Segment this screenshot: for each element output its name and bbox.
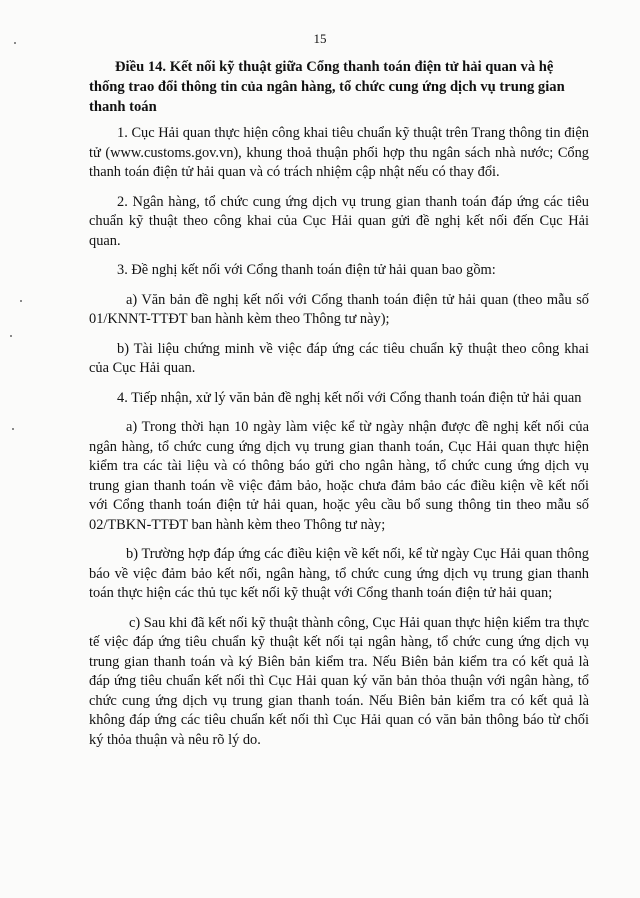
paragraph-3: 3. Đề nghị kết nối với Cổng thanh toán điện tử hải quan bao gồm:: [117, 262, 496, 278]
page-number: 15: [313, 31, 327, 46]
scan-speck: [14, 42, 16, 44]
paragraph-3a: a) Văn bản đề nghị kết nối với Cổng thanh toán điện tử hải quan (theo mẫu số 01/KNNT-TTĐT ban hành kèm theo Thông tư này);: [89, 291, 589, 327]
paragraph-4b: b) Trường hợp đáp ứng các điều kiện về kết nối, kể từ ngày Cục Hải quan thông báo về việc đảm bảo kết nối, ngân hàng, tổ chức cung ứng dịch vụ trung gian thanh toán thực hiện các thủ tục kết nối kỹ thuật với Cổng thanh toán điện tử hải quan;: [89, 546, 589, 601]
scan-speck: [12, 428, 14, 430]
scan-speck: [20, 300, 22, 302]
paragraph-4c: c) Sau khi đã kết nối kỹ thuật thành công, Cục Hải quan thực hiện kiểm tra thực tế việc đáp ứng tiêu chuẩn kỹ thuật kết nối tại ngân hàng, tổ chức cung ứng dịch vụ trung gian thanh toán và ký Biên bản kiểm tra. Nếu Biên bản kiểm tra có kết quả là đáp ứng tiêu chuẩn kết nối thì Cục Hải quan ký văn bản thỏa thuận với ngân hàng, tổ chức cung ứng dịch vụ trung gian thanh toán. Nếu Biên bản kiểm tra có kết quả là không đáp ứng các tiêu chuẩn kết nối thì Cục Hải quan có văn bản thông báo từ chối ký thỏa thuận và nêu rõ lý do.: [89, 614, 589, 748]
paragraph-2: 2. Ngân hàng, tổ chức cung ứng dịch vụ trung gian thanh toán đáp ứng các tiêu chuẩn kỹ thuật theo công khai của Cục Hải quan gửi đề nghị kết nối đến Cục Hải quan.: [89, 193, 589, 249]
paragraph-4a: a) Trong thời hạn 10 ngày làm việc kể từ ngày nhận được đề nghị kết nối của ngân hàng, tổ chức cung ứng dịch vụ trung gian thanh toán, Cục Hải quan thực hiện kiểm tra các tài liệu và có thông báo gửi cho ngân hàng, tổ chức cung ứng dịch vụ trung gian thanh toán về việc đảm bảo, hoặc chưa đảm bảo các điều kiện về kết nối với Cổng thanh toán điện tử hải quan, hoặc yêu cầu bổ sung thông tin theo mẫu số 02/TBKN-TTĐT ban hành kèm theo Thông tư này;: [89, 419, 589, 533]
scan-speck: [10, 335, 12, 337]
document-body: [89, 124, 589, 760]
article-title: Điều 14. Kết nối kỹ thuật giữa Cổng thanh toán điện tử hải quan và hệ thống trao đổi thông tin của ngân hàng, tổ chức cung ứng dịch vụ trung gian thanh toán: [89, 59, 565, 115]
paragraph-1: 1. Cục Hải quan thực hiện công khai tiêu chuẩn kỹ thuật trên Trang thông tin điện tử (www.customs.gov.vn), khung thoả thuận phối hợp thu ngân sách nhà nước; Cổng thanh toán điện tử hải quan và có trách nhiệm cập nhật nếu có thay đổi.: [89, 125, 589, 180]
paragraph-4: 4. Tiếp nhận, xử lý văn bản đề nghị kết nối với Cổng thanh toán điện tử hải quan: [117, 389, 582, 406]
paragraph-3b: b) Tài liệu chứng minh về việc đáp ứng các tiêu chuẩn kỹ thuật theo công khai của Cục Hải quan.: [89, 340, 589, 376]
